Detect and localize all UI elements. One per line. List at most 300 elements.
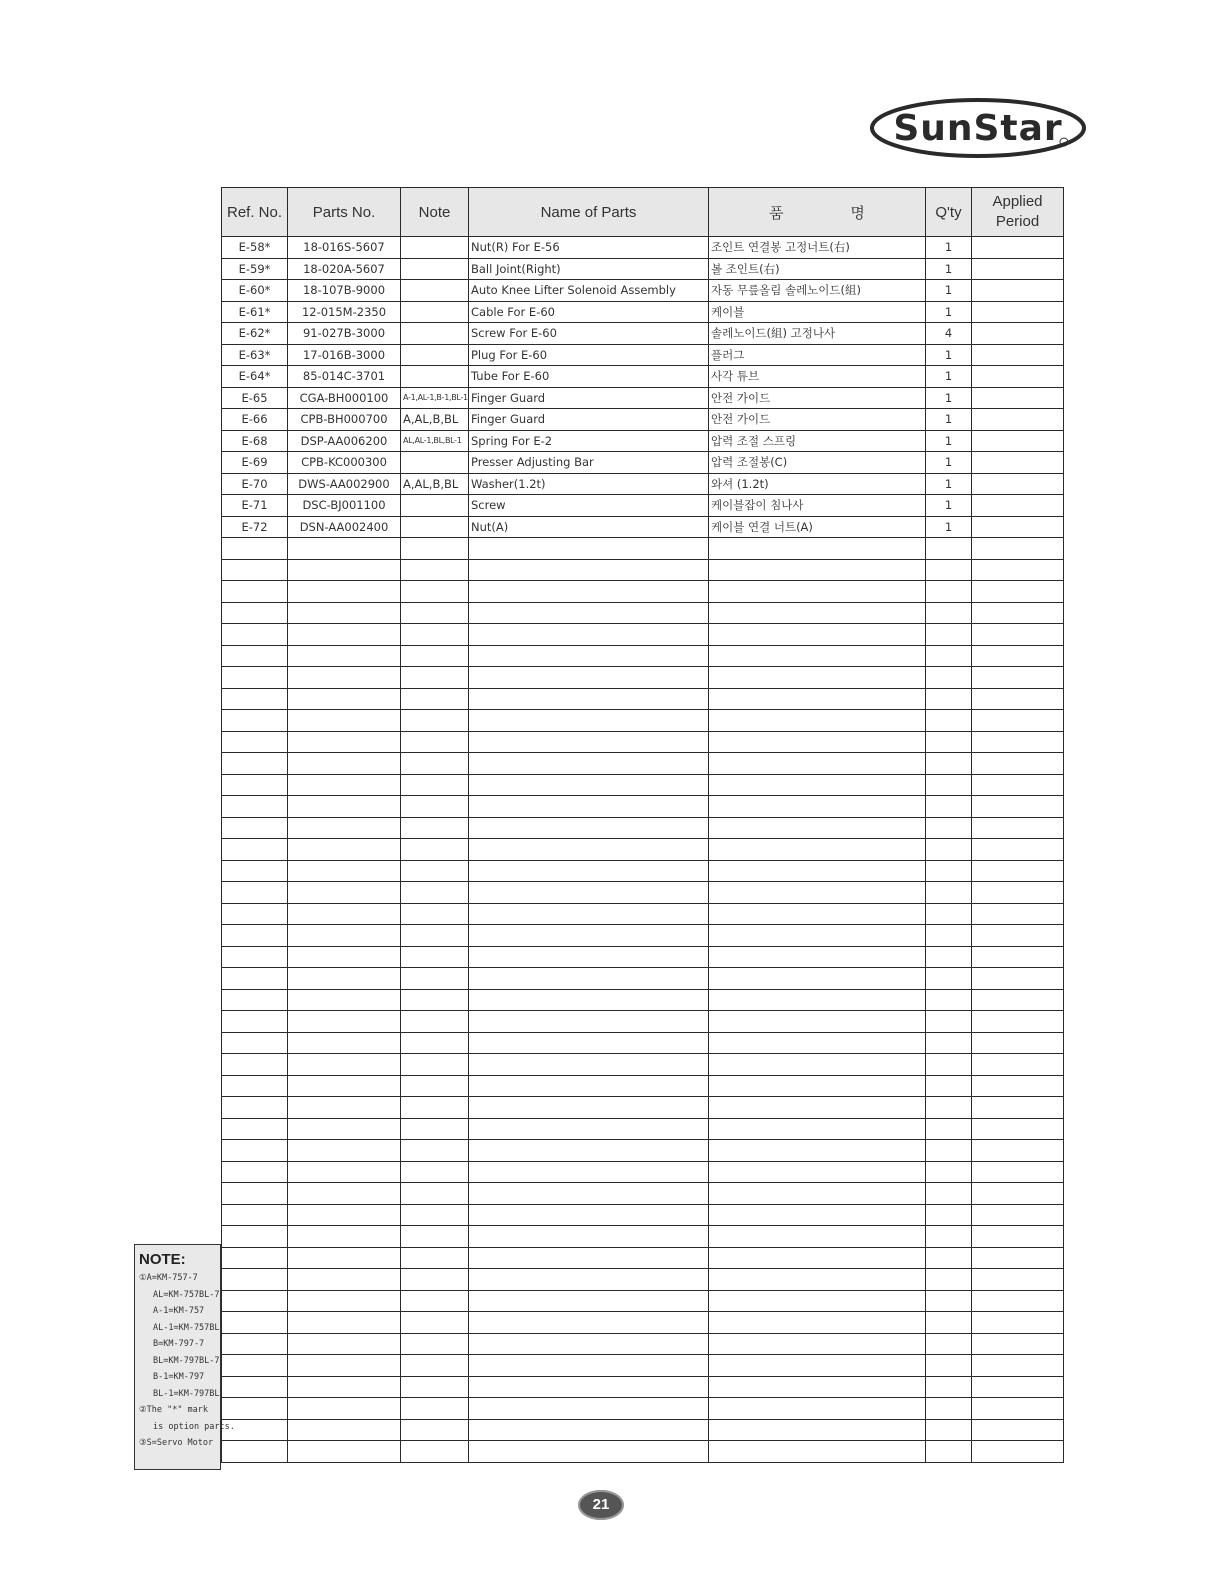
cell-korean-name: 볼 조인트(右) [709, 258, 926, 280]
cell-note [401, 1269, 469, 1291]
cell-parts-no [288, 624, 401, 646]
cell-applied-period [972, 796, 1064, 818]
cell-parts-no [288, 860, 401, 882]
cell-korean-name [709, 796, 926, 818]
table-row-empty [222, 1441, 1064, 1463]
cell-ref-no: E-61* [222, 301, 288, 323]
cell-note [401, 882, 469, 904]
cell-korean-name [709, 1011, 926, 1033]
cell-note [401, 1312, 469, 1334]
cell-korean-name: 압력 조절 스프링 [709, 430, 926, 452]
cell-qty [926, 968, 972, 990]
cell-applied-period [972, 1161, 1064, 1183]
cell-qty [926, 1290, 972, 1312]
cell-qty [926, 1398, 972, 1420]
table-row-empty [222, 731, 1064, 753]
cell-ref-no [222, 1226, 288, 1248]
table-row-empty [222, 1312, 1064, 1334]
cell-korean-name [709, 1032, 926, 1054]
table-header-row [222, 188, 1064, 237]
cell-name-of-parts: Ball Joint(Right) [469, 258, 709, 280]
cell-qty [926, 645, 972, 667]
cell-applied-period [972, 473, 1064, 495]
cell-parts-no [288, 688, 401, 710]
table-row-empty [222, 989, 1064, 1011]
cell-qty [926, 559, 972, 581]
cell-name-of-parts: Tube For E-60 [469, 366, 709, 388]
table-row-empty [222, 946, 1064, 968]
cell-parts-no [288, 1118, 401, 1140]
cell-qty [926, 774, 972, 796]
cell-qty: 1 [926, 344, 972, 366]
cell-note [401, 516, 469, 538]
cell-applied-period [972, 1097, 1064, 1119]
cell-note [401, 645, 469, 667]
cell-parts-no [288, 1441, 401, 1463]
cell-qty [926, 1097, 972, 1119]
cell-applied-period [972, 903, 1064, 925]
cell-parts-no [288, 882, 401, 904]
cell-qty [926, 860, 972, 882]
table-row-empty [222, 710, 1064, 732]
cell-korean-name [709, 710, 926, 732]
cell-name-of-parts [469, 1140, 709, 1162]
cell-ref-no [222, 645, 288, 667]
cell-qty [926, 581, 972, 603]
table-row-empty [222, 1054, 1064, 1076]
cell-korean-name [709, 903, 926, 925]
note-line: A-1=KM-757 [153, 1306, 205, 1316]
cell-qty [926, 1032, 972, 1054]
cell-ref-no: E-71 [222, 495, 288, 517]
table-row-empty [222, 624, 1064, 646]
cell-ref-no [222, 602, 288, 624]
cell-korean-name [709, 774, 926, 796]
cell-korean-name: 와셔 (1.2t) [709, 473, 926, 495]
cell-parts-no [288, 1269, 401, 1291]
cell-applied-period [972, 1183, 1064, 1205]
cell-parts-no: DSP-AA006200 [288, 430, 401, 452]
cell-note [401, 1419, 469, 1441]
cell-applied-period [972, 258, 1064, 280]
parts-table [221, 187, 1064, 1463]
table-row-empty [222, 1161, 1064, 1183]
table-row-empty [222, 1140, 1064, 1162]
table-row [222, 258, 1064, 280]
table-row [222, 387, 1064, 409]
cell-korean-name [709, 602, 926, 624]
table-row-empty [222, 968, 1064, 990]
cell-name-of-parts [469, 1226, 709, 1248]
cell-parts-no: 17-016B-3000 [288, 344, 401, 366]
cell-qty: 1 [926, 366, 972, 388]
table-row-empty [222, 602, 1064, 624]
cell-qty [926, 538, 972, 560]
note-line: B=KM-797-7 [153, 1339, 205, 1349]
cell-applied-period [972, 946, 1064, 968]
cell-parts-no [288, 559, 401, 581]
cell-parts-no [288, 839, 401, 861]
cell-applied-period [972, 774, 1064, 796]
cell-ref-no: E-72 [222, 516, 288, 538]
cell-korean-name: 플러그 [709, 344, 926, 366]
cell-note [401, 495, 469, 517]
cell-name-of-parts [469, 753, 709, 775]
cell-parts-no [288, 1247, 401, 1269]
cell-parts-no: CPB-KC000300 [288, 452, 401, 474]
cell-note [401, 903, 469, 925]
cell-note [401, 581, 469, 603]
cell-name-of-parts [469, 1032, 709, 1054]
cell-name-of-parts: Nut(A) [469, 516, 709, 538]
cell-note [401, 688, 469, 710]
cell-parts-no [288, 1032, 401, 1054]
cell-parts-no: 85-014C-3701 [288, 366, 401, 388]
cell-note [401, 860, 469, 882]
table-row [222, 495, 1064, 517]
table-row [222, 301, 1064, 323]
cell-korean-name: 솔레노이드(組) 고정나사 [709, 323, 926, 345]
note-line: B-1=KM-797 [153, 1372, 205, 1382]
cell-applied-period [972, 1269, 1064, 1291]
cell-ref-no [222, 1312, 288, 1334]
cell-name-of-parts [469, 774, 709, 796]
cell-qty [926, 667, 972, 689]
cell-qty [926, 1269, 972, 1291]
cell-name-of-parts: Presser Adjusting Bar [469, 452, 709, 474]
table-row-empty [222, 1355, 1064, 1377]
cell-ref-no [222, 946, 288, 968]
cell-note [401, 1290, 469, 1312]
cell-ref-no [222, 1376, 288, 1398]
cell-parts-no: DWS-AA002900 [288, 473, 401, 495]
cell-applied-period [972, 1312, 1064, 1334]
cell-parts-no [288, 1333, 401, 1355]
cell-name-of-parts: Spring For E-2 [469, 430, 709, 452]
cell-note [401, 366, 469, 388]
cell-qty [926, 1247, 972, 1269]
cell-korean-name [709, 1097, 926, 1119]
cell-note [401, 667, 469, 689]
table-row-empty [222, 925, 1064, 947]
cell-name-of-parts [469, 860, 709, 882]
cell-applied-period [972, 667, 1064, 689]
cell-parts-no [288, 1312, 401, 1334]
cell-parts-no [288, 903, 401, 925]
cell-applied-period [972, 989, 1064, 1011]
cell-name-of-parts [469, 989, 709, 1011]
cell-qty [926, 1075, 972, 1097]
table-row [222, 237, 1064, 259]
cell-applied-period [972, 516, 1064, 538]
cell-ref-no [222, 624, 288, 646]
table-row [222, 366, 1064, 388]
cell-ref-no [222, 753, 288, 775]
cell-qty [926, 1011, 972, 1033]
table-row-empty [222, 1290, 1064, 1312]
cell-ref-no [222, 1097, 288, 1119]
cell-note [401, 1204, 469, 1226]
cell-qty [926, 817, 972, 839]
cell-parts-no [288, 1355, 401, 1377]
cell-qty [926, 602, 972, 624]
cell-name-of-parts [469, 645, 709, 667]
cell-note [401, 323, 469, 345]
cell-ref-no [222, 1269, 288, 1291]
cell-applied-period [972, 1247, 1064, 1269]
cell-note [401, 1075, 469, 1097]
cell-ref-no [222, 860, 288, 882]
cell-qty: 1 [926, 473, 972, 495]
cell-note [401, 1118, 469, 1140]
cell-ref-no [222, 1247, 288, 1269]
note-title: NOTE: [139, 1251, 186, 1268]
cell-qty [926, 1054, 972, 1076]
table-row-empty [222, 1333, 1064, 1355]
cell-applied-period [972, 1204, 1064, 1226]
table-row-empty [222, 1118, 1064, 1140]
note-line: BL=KM-797BL-7 [153, 1355, 220, 1366]
cell-qty: 1 [926, 430, 972, 452]
cell-parts-no: CPB-BH000700 [288, 409, 401, 431]
table-row [222, 452, 1064, 474]
cell-note: A,AL,B,BL [401, 409, 469, 431]
note-line: BL-1=KM-797BL [153, 1388, 220, 1399]
cell-applied-period [972, 237, 1064, 259]
cell-name-of-parts [469, 1183, 709, 1205]
table-row-empty [222, 1097, 1064, 1119]
cell-parts-no: 18-020A-5607 [288, 258, 401, 280]
table-row-empty [222, 1011, 1064, 1033]
cell-note: A-1,AL-1,B-1,BL-1 [401, 387, 469, 409]
cell-applied-period [972, 452, 1064, 474]
table-row-empty [222, 882, 1064, 904]
cell-note [401, 817, 469, 839]
cell-name-of-parts [469, 1075, 709, 1097]
cell-note [401, 731, 469, 753]
cell-applied-period [972, 602, 1064, 624]
cell-parts-no [288, 1054, 401, 1076]
cell-parts-no [288, 1398, 401, 1420]
cell-ref-no [222, 1290, 288, 1312]
cell-name-of-parts: Screw [469, 495, 709, 517]
cell-ref-no [222, 839, 288, 861]
cell-name-of-parts [469, 882, 709, 904]
cell-name-of-parts [469, 1204, 709, 1226]
note-box [134, 1244, 235, 1470]
table-row-empty [222, 1183, 1064, 1205]
cell-parts-no [288, 817, 401, 839]
cell-korean-name: 케이블 연결 너트(A) [709, 516, 926, 538]
cell-ref-no [222, 968, 288, 990]
table-row-empty [222, 1032, 1064, 1054]
cell-qty [926, 989, 972, 1011]
cell-ref-no [222, 667, 288, 689]
cell-note [401, 301, 469, 323]
cell-korean-name: 케이블 [709, 301, 926, 323]
cell-qty: 1 [926, 280, 972, 302]
cell-qty [926, 1441, 972, 1463]
cell-applied-period [972, 323, 1064, 345]
cell-korean-name: 자동 무릎올림 솔레노이드(組) [709, 280, 926, 302]
cell-parts-no [288, 667, 401, 689]
cell-applied-period [972, 559, 1064, 581]
table-row [222, 344, 1064, 366]
cell-ref-no [222, 1118, 288, 1140]
cell-name-of-parts [469, 839, 709, 861]
cell-qty: 4 [926, 323, 972, 345]
cell-note [401, 559, 469, 581]
cell-ref-no: E-64* [222, 366, 288, 388]
cell-ref-no [222, 774, 288, 796]
cell-korean-name [709, 1312, 926, 1334]
table-row-empty [222, 688, 1064, 710]
cell-qty [926, 1419, 972, 1441]
cell-qty [926, 731, 972, 753]
cell-note [401, 1226, 469, 1248]
cell-korean-name [709, 882, 926, 904]
cell-korean-name [709, 1355, 926, 1377]
cell-parts-no [288, 1011, 401, 1033]
cell-qty [926, 839, 972, 861]
table-row-empty [222, 645, 1064, 667]
cell-note [401, 1376, 469, 1398]
cell-name-of-parts [469, 1398, 709, 1420]
cell-korean-name [709, 1398, 926, 1420]
cell-korean-name [709, 968, 926, 990]
table-row [222, 409, 1064, 431]
cell-korean-name [709, 817, 926, 839]
cell-note [401, 1054, 469, 1076]
cell-applied-period [972, 882, 1064, 904]
cell-qty [926, 796, 972, 818]
cell-qty: 1 [926, 258, 972, 280]
cell-applied-period [972, 495, 1064, 517]
cell-parts-no [288, 645, 401, 667]
cell-parts-no [288, 710, 401, 732]
cell-note [401, 925, 469, 947]
cell-name-of-parts: Finger Guard [469, 409, 709, 431]
cell-ref-no [222, 688, 288, 710]
cell-name-of-parts: Cable For E-60 [469, 301, 709, 323]
cell-note [401, 280, 469, 302]
cell-name-of-parts [469, 731, 709, 753]
cell-qty [926, 903, 972, 925]
cell-name-of-parts [469, 624, 709, 646]
cell-name-of-parts [469, 796, 709, 818]
cell-korean-name [709, 1419, 926, 1441]
cell-parts-no: 18-016S-5607 [288, 237, 401, 259]
cell-applied-period [972, 688, 1064, 710]
cell-name-of-parts: Nut(R) For E-56 [469, 237, 709, 259]
cell-ref-no [222, 796, 288, 818]
cell-ref-no: E-70 [222, 473, 288, 495]
cell-ref-no: E-68 [222, 430, 288, 452]
cell-parts-no [288, 1290, 401, 1312]
cell-name-of-parts [469, 1290, 709, 1312]
cell-note: A,AL,B,BL [401, 473, 469, 495]
cell-note [401, 796, 469, 818]
cell-name-of-parts [469, 581, 709, 603]
cell-parts-no: CGA-BH000100 [288, 387, 401, 409]
cell-name-of-parts [469, 688, 709, 710]
cell-qty [926, 1204, 972, 1226]
header-note: Note [401, 188, 469, 237]
cell-qty [926, 753, 972, 775]
table-row-empty [222, 817, 1064, 839]
cell-note [401, 1247, 469, 1269]
cell-applied-period [972, 280, 1064, 302]
cell-parts-no [288, 946, 401, 968]
cell-korean-name [709, 1333, 926, 1355]
header-name-of-parts: Name of Parts [469, 188, 709, 237]
cell-applied-period [972, 1054, 1064, 1076]
cell-korean-name [709, 989, 926, 1011]
cell-applied-period [972, 430, 1064, 452]
note-line: AL=KM-757BL-7 [153, 1289, 220, 1300]
cell-ref-no [222, 1355, 288, 1377]
cell-parts-no [288, 1204, 401, 1226]
cell-qty [926, 1376, 972, 1398]
table-row-empty [222, 1376, 1064, 1398]
cell-name-of-parts [469, 538, 709, 560]
cell-parts-no [288, 989, 401, 1011]
svg-text:SunStar: SunStar [893, 108, 1063, 149]
cell-applied-period [972, 1398, 1064, 1420]
cell-name-of-parts: Plug For E-60 [469, 344, 709, 366]
note-line: ①A=KM-757-7 [139, 1273, 198, 1283]
cell-applied-period [972, 817, 1064, 839]
cell-ref-no [222, 1333, 288, 1355]
cell-note [401, 452, 469, 474]
cell-applied-period [972, 366, 1064, 388]
cell-applied-period [972, 860, 1064, 882]
cell-korean-name: 안전 가이드 [709, 387, 926, 409]
cell-name-of-parts [469, 817, 709, 839]
cell-korean-name: 압력 조절봉(C) [709, 452, 926, 474]
cell-korean-name [709, 1118, 926, 1140]
cell-applied-period [972, 1376, 1064, 1398]
cell-qty [926, 1118, 972, 1140]
cell-note [401, 538, 469, 560]
cell-note [401, 774, 469, 796]
cell-qty: 1 [926, 495, 972, 517]
cell-ref-no [222, 1161, 288, 1183]
cell-applied-period [972, 1140, 1064, 1162]
cell-note [401, 344, 469, 366]
cell-parts-no [288, 968, 401, 990]
cell-applied-period [972, 387, 1064, 409]
cell-note [401, 1097, 469, 1119]
cell-applied-period [972, 1419, 1064, 1441]
cell-ref-no [222, 731, 288, 753]
table-row-empty [222, 667, 1064, 689]
cell-parts-no [288, 731, 401, 753]
cell-korean-name [709, 667, 926, 689]
cell-korean-name [709, 860, 926, 882]
cell-korean-name [709, 1161, 926, 1183]
cell-applied-period [972, 731, 1064, 753]
cell-parts-no [288, 1097, 401, 1119]
cell-korean-name [709, 624, 926, 646]
cell-note [401, 1355, 469, 1377]
cell-applied-period [972, 1290, 1064, 1312]
cell-name-of-parts [469, 1269, 709, 1291]
cell-parts-no [288, 1183, 401, 1205]
cell-note [401, 839, 469, 861]
cell-note [401, 1140, 469, 1162]
cell-name-of-parts [469, 1419, 709, 1441]
